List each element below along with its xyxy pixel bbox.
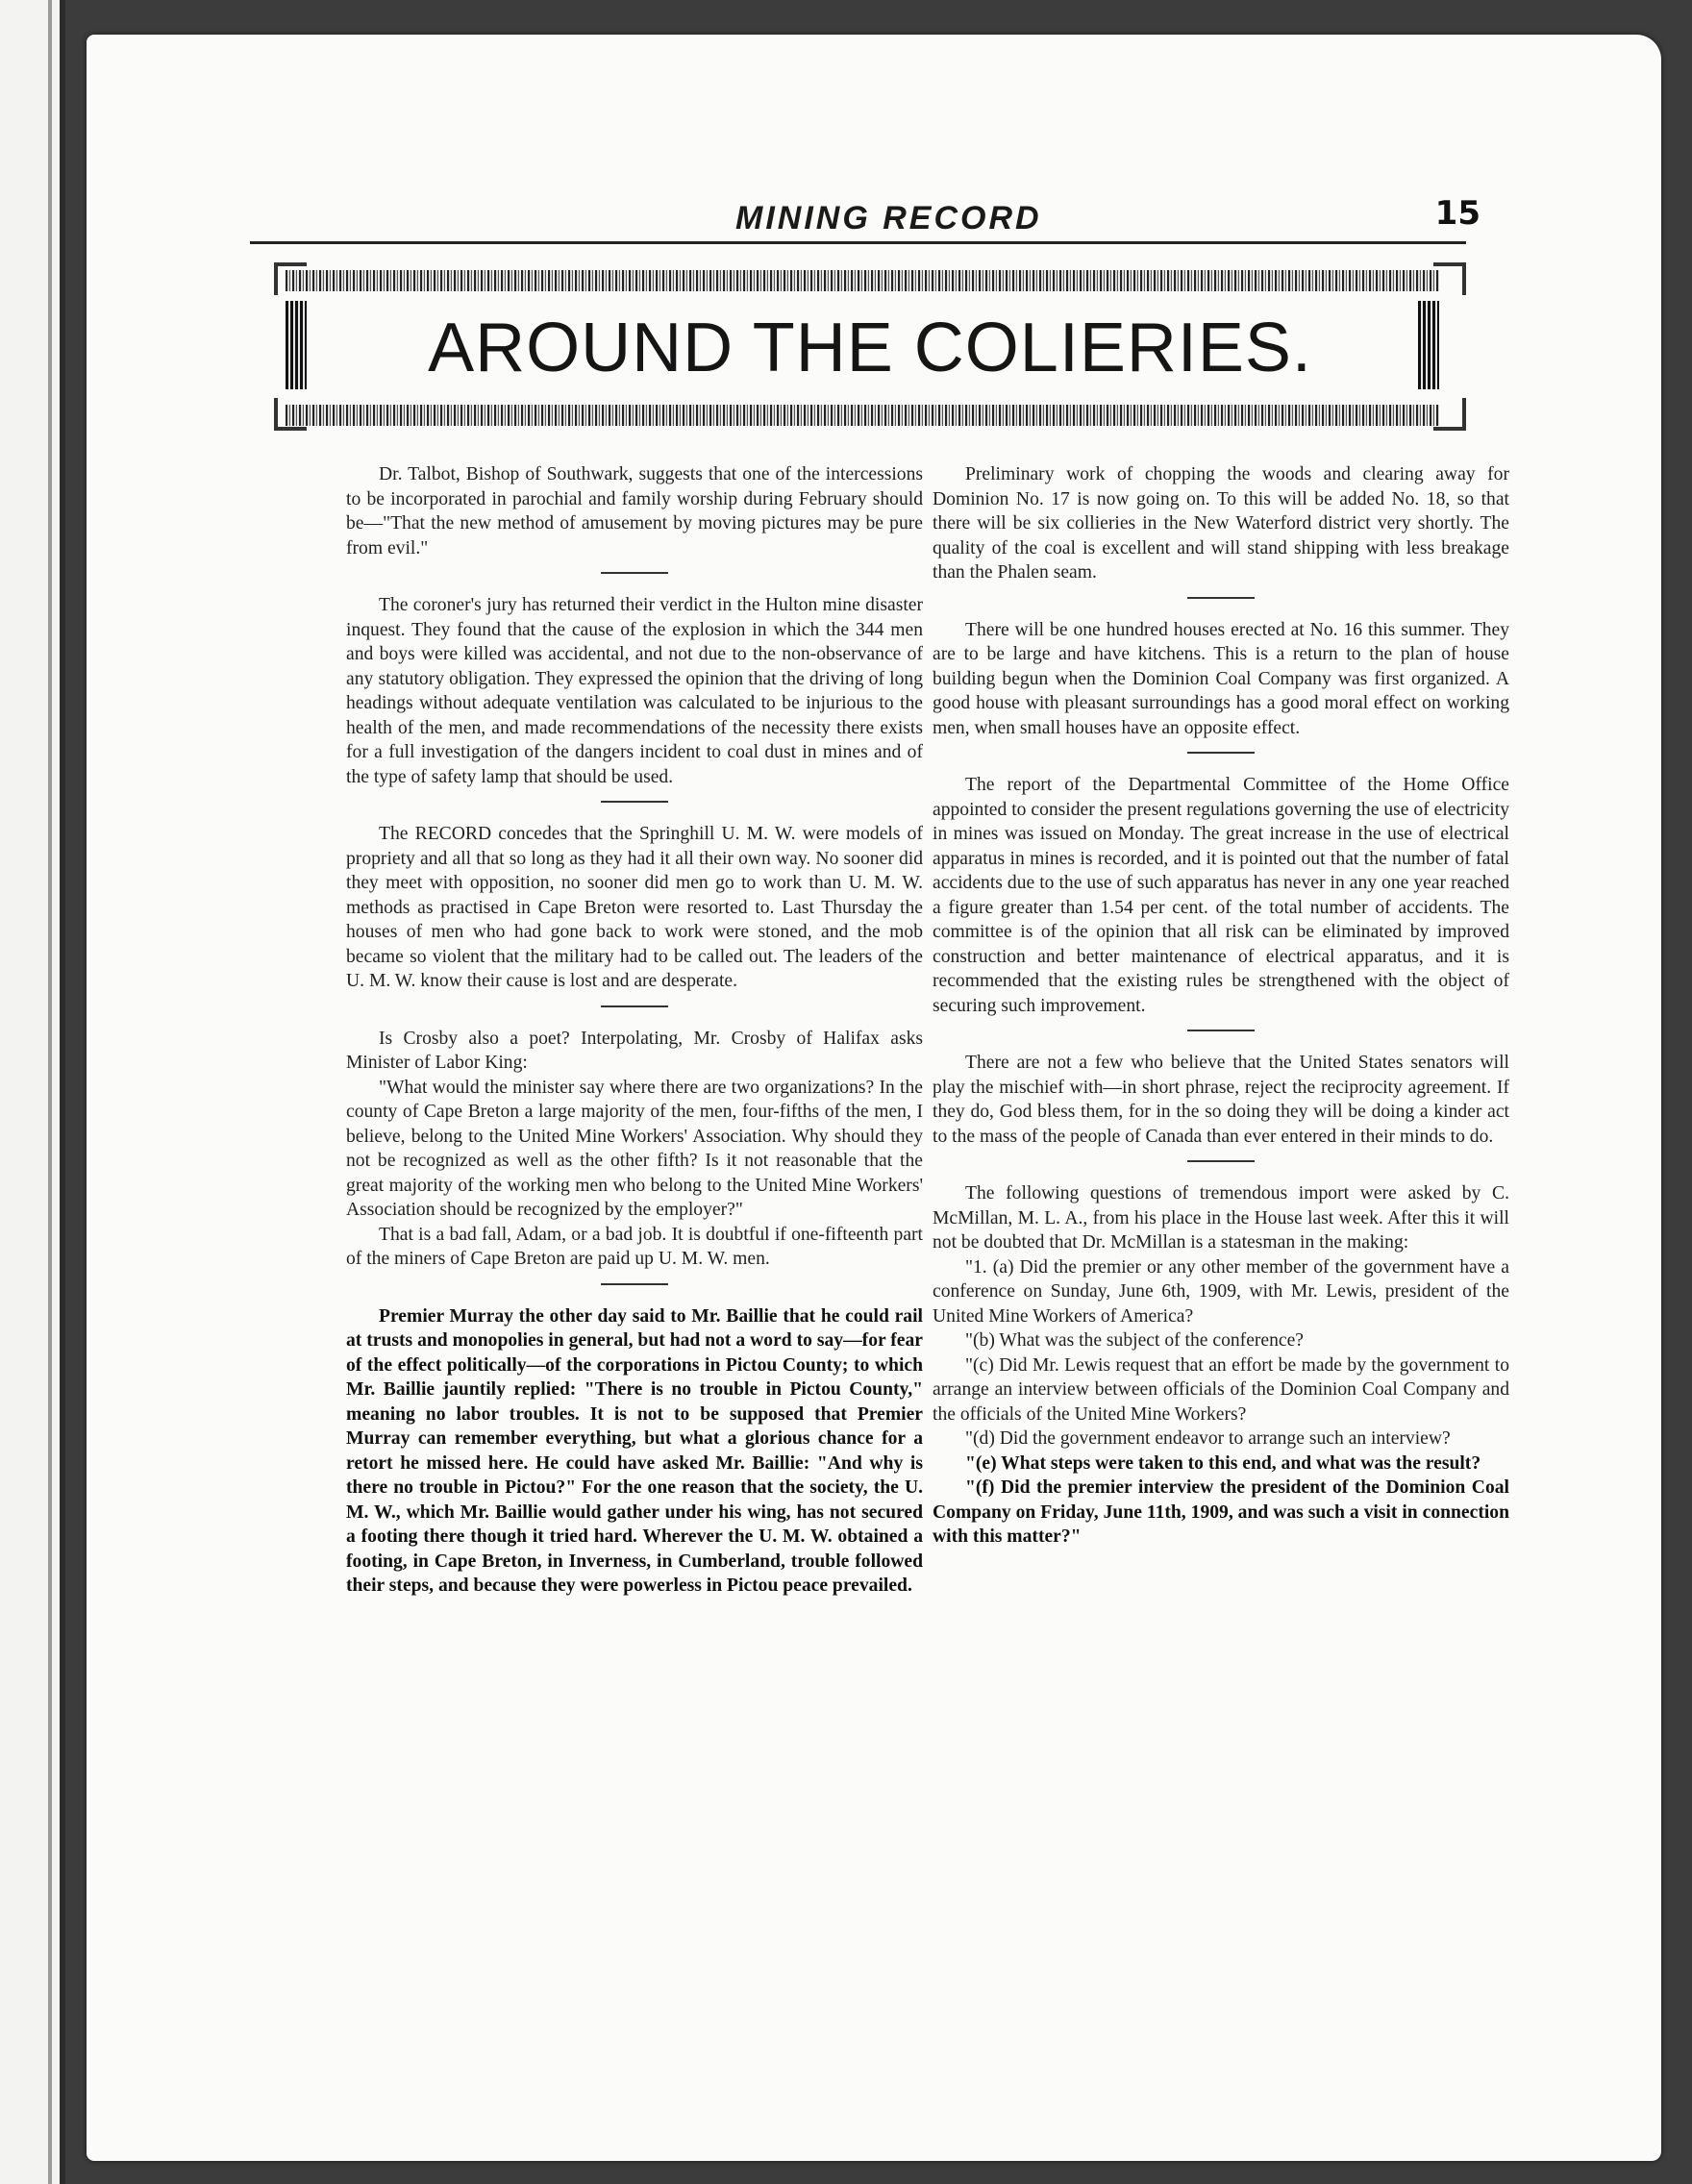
banner-bottom-bar (286, 405, 1439, 426)
question-d: "(d) Did the government endeavor to arrange such an interview? (965, 1428, 1451, 1449)
paragraph-bad-fall: That is a bad fall, Adam, or a bad job. It is doubtful if one-fifteenth part of the miners of Cape Breton are paid up U. M. W. men. (346, 1224, 923, 1269)
paragraph-separator (601, 801, 668, 803)
running-header (250, 169, 1529, 236)
section-banner (274, 262, 1466, 431)
paragraph-separator (1187, 597, 1255, 599)
left-column (346, 462, 923, 1599)
question-c: "(c) Did Mr. Lewis request that an effort be made by the government to arrange an interview between officials of the Dominion Coal Company and the officials of the United Mine Workers? (933, 1354, 1509, 1425)
paragraph-dominion-17: Preliminary work of chopping the woods and clearing away for Dominion No. 17 is now going on. To this will be added No. 18, so that there will be six collieries in the New Waterford district very shortly. The quality of the coal is excellent and will stand shipping with less breakage than the Phalen seam. (933, 464, 1509, 583)
left-page-edge (0, 0, 65, 2184)
page-number: 15 (1434, 194, 1480, 233)
banner-top-bar (286, 270, 1439, 291)
paragraph-crosby-quote: "What would the minister say where there are two organizations? In the county of Cape Breton a large majority of the men, four-fifths of the men, I believe, belong to the United Mine Workers' Association. Why should they not be recognized as well as the other fifth? Is it not reasonable that the great majority of the working men who belong to the United Mine Workers' Association should be recognized by the employer?" (346, 1077, 923, 1220)
paragraph-separator (1187, 1030, 1255, 1031)
right-column (933, 462, 1509, 1550)
paragraph-mcmillan-questions: The following questions of tremendous import were asked by C. McMillan, M. L. A., from his place in the House last week. After this it will not be doubted that Dr. McMillan is a statesman in the making: (933, 1183, 1509, 1253)
paragraph-separator (1187, 752, 1255, 754)
running-title: MINING RECORD (735, 200, 1042, 236)
header-rule (250, 241, 1466, 244)
magazine-page (87, 35, 1661, 2161)
paragraph-separator (601, 1283, 668, 1285)
section-title: AROUND THE COLIERIES. (428, 310, 1312, 386)
paragraph-houses: There will be one hundred houses erected at No. 16 this summer. They are to be large and have kitchens. This is a return to the plan of house building begun when the Dominion Coal Company was first organized. A good house with pleasant surroundings has a good moral effect on working men, when small houses have an opposite effect. (933, 619, 1509, 738)
paragraph-premier-murray: Premier Murray the other day said to Mr. Baillie that he could rail at trusts and monopolies in general, but had not a word to say—for fear of the effect politically—of the corporations in Pictou County; to which Mr. Baillie jauntily replied: "There is no trouble in Pictou County," meaning no labor troubles. It is not to be supposed that Premier Murray can remember everything, but what a glorious chance for a retort he missed here. He could have asked Mr. Baillie: "And why is there no trouble in Pictou?" For the one reason that the society, the U. M. W., which Mr. Baillie would gather under his wing, has not secured a footing there though it tried hard. Wherever the U. M. W. obtained a footing, in Cape Breton, in Inverness, in Cumberland, trouble followed their steps, and because they were powerless in Pictou peace prevailed. (346, 1305, 923, 1596)
paragraph-committee-report: The report of the Departmental Committee of the Home Office appointed to consider the present regulations governing the use of electricity in mines was issued on Monday. The great increase in the use of electrical apparatus in mines is recorded, and it is pointed out that the number of fatal accidents due to the use of such apparatus has never in any one year reached a figure greater than 1.54 per cent. of the total number of accidents. The committee is of the opinion that all risk can be eliminated by improved construction and better maintenance of electrical apparatus, and it is recommended that the existing rules be strengthened with the object of securing such improvement. (933, 775, 1509, 1016)
paragraph-springhill: The RECORD concedes that the Springhill U. M. W. were models of propriety and all that so long as they had it all their own way. No sooner did they meet with opposition, no sooner did men go to work than U. M. W. methods as practised in Cape Breton were resorted to. Last Thursday the houses of men who had gone back to work were stoned, and the mob became so violent that the military had to be called out. The leaders of the U. M. W. know their cause is lost and are desperate. (346, 824, 923, 991)
question-e: "(e) What steps were taken to this end, and what was the result? (965, 1452, 1481, 1474)
paragraph-separator (601, 1005, 668, 1007)
paragraph-separator (601, 572, 668, 574)
binding-gutter (48, 0, 52, 2184)
paragraph-bishop-talbot: Dr. Talbot, Bishop of Southwark, suggests that one of the intercessions to be incorporated in parochial and family worship during February should be—"That the new method of amusement by moving pictures may be pure from evil." (346, 464, 923, 558)
question-a: "1. (a) Did the premier or any other member of the government have a conference on Sunday, June 6th, 1909, with Mr. Lewis, president of the United Mine Workers of America? (933, 1256, 1509, 1327)
question-f: "(f) Did the premier interview the president of the Dominion Coal Company on Friday, June 11th, 1909, and was such a visit in connection with this matter?" (933, 1477, 1509, 1547)
paragraph-separator (1187, 1160, 1255, 1162)
question-b: "(b) What was the subject of the conference? (965, 1330, 1304, 1351)
paragraph-crosby: Is Crosby also a poet? Interpolating, Mr. Crosby of Halifax asks Minister of Labor King: (346, 1028, 923, 1073)
paragraph-reciprocity: There are not a few who believe that the United States senators will play the mischief with—in short phrase, reject the reciprocity agreement. If they do, God bless them, for in the so doing they will be doing a kinder act to the mass of the people of Canada than ever entered in their minds to do. (933, 1053, 1509, 1147)
paragraph-hulton-inquest: The coroner's jury has returned their verdict in the Hulton mine disaster inquest. They found that the cause of the explosion in which the 344 men and boys were killed was accidental, and not due to the non-observance of any statutory obligation. They expressed the opinion that the driving of long headings without adequate ventilation was calculated to be injurious to the health of the men, and made recommendations of the necessity there exists for a full investigation of the dangers incident to coal dust in mines and of the type of safety lamp that should be used. (346, 595, 923, 787)
